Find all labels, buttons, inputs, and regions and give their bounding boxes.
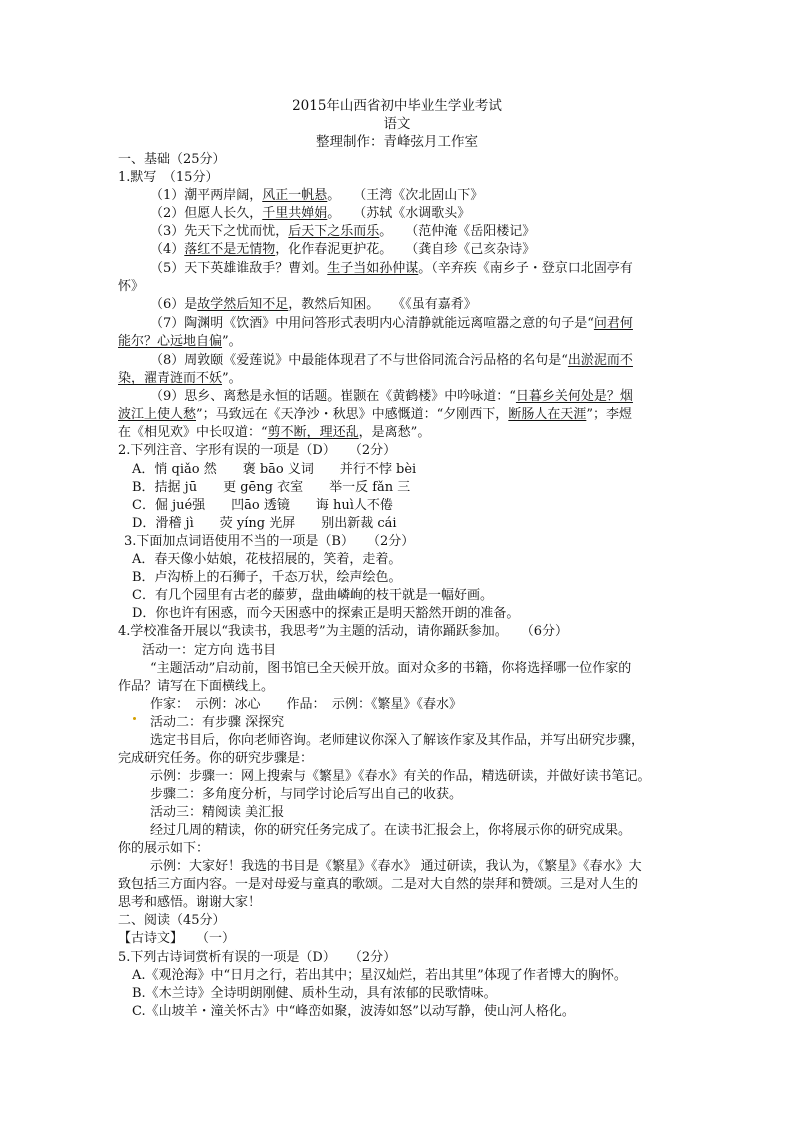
activity-2-title: 活动二：有步骤 深探究 — [150, 715, 285, 730]
option-5a: A.《观沧海》中“日月之行，若出其中；星汉灿烂，若出其里”体现了作者博大的胸怀。 — [132, 968, 627, 983]
section-2-heading: 二、阅读（45分） — [118, 913, 226, 928]
dictation-line-9-end: 在《相见欢》中长叹道：“剪不断，理还乱，是离愁”。 — [118, 425, 431, 440]
option-2d: D．滑稽 jì 荧 yíng 光屏 别出新裁 cái — [132, 516, 397, 531]
activity-2-step-1: 示例：步骤一：网上搜索与《繁星》《春水》有关的作品，精选研读，并做好读书笔记。 — [150, 769, 651, 784]
option-5c: C.《山坡羊・潼关怀古》中“峰峦如聚，波涛如怒”以动写静，使山河人格化。 — [132, 1004, 575, 1019]
activity-3-text-cont: 你的展示如下： — [118, 841, 210, 856]
dictation-line-5: （5）天下英雄谁敌手？曹刘。生子当如孙仲谋。（辛弃疾《南乡子・登京口北固亭有 — [150, 261, 633, 276]
dictation-line-4: （4）落红不是无情物，化作春泥更护花。 （龚自珍《己亥杂诗》 — [150, 242, 536, 257]
bullet-mark — [133, 717, 136, 720]
activity-3-example-cont: 致包括三方面内容。一是对母爱与童真的歌颂。二是对大自然的崇拜和赞颂。三是对人生的 — [118, 877, 639, 892]
section-heading: 一、基础（25分） — [118, 152, 226, 167]
activity-1-text: “主题活动”启动前，图书馆已全天候开放。面对众多的书籍，你将选择哪一位作家的 — [150, 661, 632, 676]
dictation-line-2: （2）但愿人长久，千里共婵娟。 （苏轼《水调歌头》 — [150, 206, 471, 221]
option-3d: D．你也许有困惑，而今天困惑中的探索正是明天豁然开朗的准备。 — [132, 606, 520, 621]
section-2-subheading: 【古诗文】 （一） — [118, 931, 236, 946]
question-4: 4.学校准备开展以“我读书，我思考”为主题的活动，请你踊跃参加。 （6分） — [118, 624, 568, 639]
document-maker: 整理制作：青峰弦月工作室 — [316, 134, 478, 150]
dictation-line-3: （3）先天下之忧而忧，后天下之乐而乐。 （范仲淹《岳阳楼记》 — [150, 224, 536, 239]
option-5b: B.《木兰诗》全诗明朗刚健、质朴生动，具有浓郁的民歌情味。 — [132, 986, 497, 1001]
dictation-line-8-cont: 染，濯青涟而不妖”。 — [118, 371, 242, 386]
dictation-line-7-cont: 能尔？心远地自偏”。 — [118, 334, 242, 349]
option-2b: B．拮据 jū 更 gēng 衣室 举一反 fǎn 三 — [132, 480, 411, 495]
dictation-line-7: （7）陶渊明《饮酒》中用问答形式表明内心清静就能远离喧嚣之意的句子是“问君何 — [150, 316, 633, 331]
option-3b: B．卢沟桥上的石狮子，千态万状，绘声绘色。 — [132, 570, 402, 585]
option-3a: A．春天像小姑娘，花枝招展的，笑着，走着。 — [132, 552, 402, 567]
activity-3-example: 示例：大家好！我选的书目是《繁星》《春水》 通过研读，我认为，《繁星》《春水》大 — [150, 859, 642, 874]
activity-1-example: 作家： 示例：冰心 作品： 示例：《繁星》《春水》 — [150, 697, 463, 712]
document-subject: 语文 — [383, 116, 411, 132]
dictation-line-1: （1）潮平两岸阔，风正一帆悬。 （王湾《次北固山下》 — [150, 188, 484, 203]
activity-3-example-end: 思考和感悟。谢谢大家！ — [118, 895, 262, 910]
dictation-line-9: （9）思乡、离愁是永恒的话题。崔颢在《黄鹤楼》中吟咏道：“日暮乡关何处是？烟 — [150, 389, 633, 404]
activity-2-text: 选定书目后，你向老师咨询。老师建议你深入了解该作家及其作品，并写出研究步骤， — [150, 733, 645, 748]
activity-3-title: 活动三：精阅读 美汇报 — [150, 805, 285, 820]
dictation-line-9-cont: 波江上使人愁”；马致远在《天净沙・秋思》中感慨道：“夕刚西下，断肠人在天涯”；李煜 — [118, 407, 632, 422]
activity-2-step-2: 步骤二：多角度分析，与同学讨论后写出自己的收获。 — [150, 787, 463, 802]
question-1: 1.默写 （15分） — [118, 170, 219, 185]
option-2a: A．悄 qiǎo 然 褒 bāo 义词 并行不悖 bèi — [132, 462, 417, 477]
dictation-line-8: （8）周敦颐《爱莲说》中最能体现君了不与世俗同流合污品格的名句是“出淤泥而不 — [150, 353, 633, 368]
option-2c: C．倔 jué强 凹āo 透镜 诲 huì人不倦 — [132, 498, 393, 513]
activity-3-text: 经过几周的精读，你的研究任务完成了。在读书汇报会上，你将展示你的研究成果。 — [150, 823, 632, 838]
question-2: 2.下列注音、字形有误的一项是（D） （2分） — [118, 443, 397, 458]
dictation-line-6: （6）是故学然后知不足，教然后知困。 《《虽有嘉肴》 — [150, 297, 477, 312]
activity-2-text-cont: 完成研究任务。你的研究步骤是： — [118, 751, 314, 766]
dictation-line-5-cont: 怀》 — [118, 279, 145, 294]
question-3: 3.下面加点词语使用不当的一项是（B） （2分） — [124, 534, 415, 549]
document-title: 2015年山西省初中毕业生学业考试 — [292, 98, 502, 114]
question-5: 5.下列古诗词赏析有误的一项是（D） （2分） — [118, 950, 397, 965]
activity-1-title: 活动一：定方向 选书目 — [142, 643, 277, 658]
activity-1-text-cont: 作品？请写在下面横线上。 — [118, 679, 275, 694]
option-3c: C．有几个园里有古老的藤萝，盘曲嶙峋的枝干就是一幅好画。 — [132, 588, 493, 603]
